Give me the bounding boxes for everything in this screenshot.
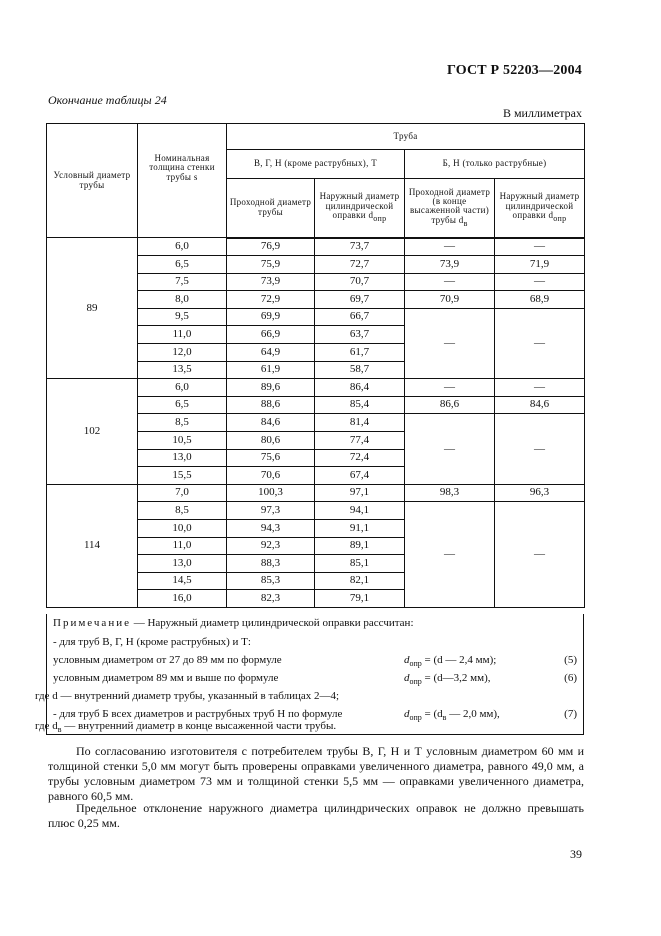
header-upset-text: Проходной диаметр (в конце высаженной части) трубы d xyxy=(408,186,491,225)
formula-5 xyxy=(404,654,496,668)
mandrel-diameter-a-cell: 58,7 xyxy=(315,361,405,379)
header-upset-sub: в xyxy=(463,218,468,228)
nominal-diameter-cell: 114 xyxy=(47,484,138,607)
mandrel-diameter-a-cell: 77,4 xyxy=(315,432,405,450)
formula-6 xyxy=(404,672,490,686)
mandrel-diameter-b-cell: — xyxy=(495,238,585,256)
mandrel-diameter-a-cell: 72,7 xyxy=(315,256,405,274)
bore-diameter-cell: 75,9 xyxy=(227,256,315,274)
note-label: Примечание xyxy=(53,617,131,629)
formula-5-number: (5) xyxy=(564,654,577,666)
mandrel-diameter-a-cell: 89,1 xyxy=(315,537,405,555)
bore-diameter-cell: 66,9 xyxy=(227,326,315,344)
note-line-1 xyxy=(53,617,589,629)
note-line-7 xyxy=(35,720,571,734)
bore-diameter-cell: 64,9 xyxy=(227,344,315,362)
wall-thickness-cell: 10,0 xyxy=(138,520,227,538)
note-line-7-sub: в xyxy=(57,725,62,735)
note-condition-2: условным диаметром 89 мм и выше по формуле xyxy=(53,672,279,684)
table-note xyxy=(35,614,584,735)
wall-thickness-cell: 14,5 xyxy=(138,572,227,590)
upset-bore-diameter-cell: — xyxy=(405,414,495,484)
bore-diameter-cell: 72,9 xyxy=(227,291,315,309)
bore-diameter-cell: 92,3 xyxy=(227,537,315,555)
upset-bore-diameter-cell: — xyxy=(405,238,495,256)
header-nominal-diameter: Условный диаметр трубы xyxy=(47,124,138,238)
header-mandrel-b-sub: опр xyxy=(553,213,567,223)
bore-diameter-cell: 88,6 xyxy=(227,396,315,414)
page-number: 39 xyxy=(570,847,582,861)
wall-thickness-cell: 12,0 xyxy=(138,344,227,362)
bore-diameter-cell: 75,6 xyxy=(227,449,315,467)
bore-diameter-cell: 94,3 xyxy=(227,520,315,538)
wall-thickness-cell: 6,0 xyxy=(138,379,227,397)
mandrel-diameter-b-cell: 68,9 xyxy=(495,291,585,309)
standard-designation: ГОСТ Р 52203—2004 xyxy=(446,63,582,78)
bore-diameter-cell: 70,6 xyxy=(227,467,315,485)
wall-thickness-cell: 8,5 xyxy=(138,414,227,432)
formula-5-var: d xyxy=(404,654,410,666)
header-group-a: В, Г, Н (кроме раструбных), Т xyxy=(227,150,405,179)
mandrel-diameter-a-cell: 86,4 xyxy=(315,379,405,397)
header-mandrel-diameter-a xyxy=(315,179,405,238)
note-line-2: - для труб В, Г, Н (кроме раструбных) и Т: xyxy=(53,636,251,648)
bore-diameter-cell: 97,3 xyxy=(227,502,315,520)
upset-bore-diameter-cell: 86,6 xyxy=(405,396,495,414)
formula-6-sub: опр xyxy=(409,677,422,687)
formula-7-var: d xyxy=(404,708,410,720)
bore-diameter-cell: 84,6 xyxy=(227,414,315,432)
formula-6-number: (6) xyxy=(564,672,577,684)
formula-7-sub: опр xyxy=(409,713,422,723)
mandrel-diameter-a-cell: 61,7 xyxy=(315,344,405,362)
table-continuation-caption: Окончание таблицы 24 xyxy=(48,93,167,107)
wall-thickness-cell: 8,5 xyxy=(138,502,227,520)
header-bore-diameter: Проходной диаметр трубы xyxy=(227,179,315,238)
mandrel-diameter-a-cell: 97,1 xyxy=(315,484,405,502)
formula-7-number: (7) xyxy=(564,708,577,720)
mandrel-diameter-a-cell: 70,7 xyxy=(315,273,405,291)
header-mandrel-b-text: Наружный диаметр цилиндрической оправки d xyxy=(499,191,580,221)
note-line-7-pre: где d xyxy=(35,720,58,732)
wall-thickness-cell: 13,0 xyxy=(138,449,227,467)
mandrel-diameter-a-cell: 67,4 xyxy=(315,467,405,485)
wall-thickness-cell: 9,5 xyxy=(138,308,227,326)
nominal-diameter-cell: 102 xyxy=(47,379,138,485)
mandrel-diameter-a-cell: 79,1 xyxy=(315,590,405,608)
wall-thickness-cell: 13,0 xyxy=(138,555,227,573)
bore-diameter-cell: 88,3 xyxy=(227,555,315,573)
mandrel-diameter-b-cell: 71,9 xyxy=(495,256,585,274)
paragraph-1: По согласованию изготовителя с потребителем трубы В, Г, Н и Т условным диаметром 60 мм и толщиной стенки 5,0 мм могут быть проверены оправками увеличенного диаметра, равного 49,0 мм, а трубы условным диаметром 73 мм и толщиной стенки 5,5 мм — оправками увеличенного диаметра, равного 60,5 мм. xyxy=(48,744,584,803)
bore-diameter-cell: 61,9 xyxy=(227,361,315,379)
wall-thickness-cell: 7,5 xyxy=(138,273,227,291)
note-condition-1: условным диаметром от 27 до 89 мм по формуле xyxy=(53,654,282,666)
mandrel-diameter-b-cell: 84,6 xyxy=(495,396,585,414)
header-upset-bore-diameter xyxy=(405,179,495,238)
formula-5-expr: = (d — 2,4 мм); xyxy=(421,654,497,666)
bore-diameter-cell: 69,9 xyxy=(227,308,315,326)
mandrel-diameter-a-cell: 85,1 xyxy=(315,555,405,573)
table-row xyxy=(47,484,585,502)
header-mandrel-a-text: Наружный диаметр цилиндрической оправки d xyxy=(319,191,400,221)
mandrel-diameter-a-cell: 63,7 xyxy=(315,326,405,344)
upset-bore-diameter-cell: — xyxy=(405,308,495,378)
formula-6-var: d xyxy=(404,672,410,684)
wall-thickness-cell: 6,5 xyxy=(138,396,227,414)
wall-thickness-cell: 16,0 xyxy=(138,590,227,608)
wall-thickness-cell: 8,0 xyxy=(138,291,227,309)
mandrel-diameter-a-cell: 72,4 xyxy=(315,449,405,467)
table-row xyxy=(47,379,585,397)
mandrel-diameter-a-cell: 69,7 xyxy=(315,291,405,309)
header-group-b: Б, Н (только раструбные) xyxy=(405,150,585,179)
mandrel-diameter-b-cell: 96,3 xyxy=(495,484,585,502)
mandrel-diameter-b-cell: — xyxy=(495,308,585,378)
mandrel-diameter-a-cell: 81,4 xyxy=(315,414,405,432)
bore-diameter-cell: 100,3 xyxy=(227,484,315,502)
upset-bore-diameter-cell: — xyxy=(405,502,495,608)
formula-6-expr: = (d—3,2 мм), xyxy=(421,672,491,684)
mandrel-diameter-a-cell: 66,7 xyxy=(315,308,405,326)
upset-bore-diameter-cell: 70,9 xyxy=(405,291,495,309)
mandrel-diameter-b-cell: — xyxy=(495,502,585,608)
bore-diameter-cell: 82,3 xyxy=(227,590,315,608)
mandrel-diameter-a-cell: 94,1 xyxy=(315,502,405,520)
wall-thickness-cell: 6,0 xyxy=(138,238,227,256)
bore-diameter-cell: 85,3 xyxy=(227,572,315,590)
wall-thickness-cell: 11,0 xyxy=(138,326,227,344)
upset-bore-diameter-cell: 73,9 xyxy=(405,256,495,274)
upset-bore-diameter-cell: — xyxy=(405,379,495,397)
mandrel-diameter-b-cell: — xyxy=(495,379,585,397)
wall-thickness-cell: 13,5 xyxy=(138,361,227,379)
mandrel-diameter-a-cell: 73,7 xyxy=(315,238,405,256)
mandrel-diameter-b-cell: — xyxy=(495,414,585,484)
header-pipe-group: Труба xyxy=(227,124,585,150)
wall-thickness-cell: 15,5 xyxy=(138,467,227,485)
note-line-5: где d — внутренний диаметр трубы, указанный в таблицах 2—4; xyxy=(35,690,340,702)
table-row xyxy=(47,238,585,256)
units-label: В миллиметрах xyxy=(502,106,582,120)
mandrel-diameter-b-cell: — xyxy=(495,273,585,291)
wall-thickness-cell: 7,0 xyxy=(138,484,227,502)
bore-diameter-cell: 89,6 xyxy=(227,379,315,397)
header-wall-thickness-label: Номинальная толщина стенки трубы s xyxy=(149,153,215,182)
mandrel-diameter-a-cell: 91,1 xyxy=(315,520,405,538)
formula-5-sub: опр xyxy=(409,659,422,669)
mandrel-diameter-table xyxy=(46,123,585,608)
upset-bore-diameter-cell: 98,3 xyxy=(405,484,495,502)
paragraph-2: Предельное отклонение наружного диаметра цилиндрических оправок не должно превышать плюс 0,25 мм. xyxy=(48,801,584,830)
nominal-diameter-cell: 89 xyxy=(47,238,138,379)
note-condition-3: - для труб Б всех диаметров и раструбных труб Н по формуле xyxy=(53,708,343,720)
bore-diameter-cell: 80,6 xyxy=(227,432,315,450)
bore-diameter-cell: 73,9 xyxy=(227,273,315,291)
wall-thickness-cell: 11,0 xyxy=(138,537,227,555)
note-line-7-post: — внутренний диаметр в конце высаженной части трубы. xyxy=(61,720,337,732)
formula-7-sub2: в xyxy=(442,713,447,723)
bore-diameter-cell: 76,9 xyxy=(227,238,315,256)
header-mandrel-a-sub: опр xyxy=(373,213,387,223)
mandrel-diameter-a-cell: 85,4 xyxy=(315,396,405,414)
note-intro: — Наружный диаметр цилиндрической оправки рассчитан: xyxy=(130,617,414,629)
mandrel-diameter-a-cell: 82,1 xyxy=(315,572,405,590)
formula-7-expr: — 2,0 мм), xyxy=(446,708,500,720)
header-mandrel-diameter-b xyxy=(495,179,585,238)
header-wall-thickness xyxy=(138,124,227,238)
upset-bore-diameter-cell: — xyxy=(405,273,495,291)
wall-thickness-cell: 10,5 xyxy=(138,432,227,450)
formula-7-mid: = (d xyxy=(421,708,443,720)
wall-thickness-cell: 6,5 xyxy=(138,256,227,274)
